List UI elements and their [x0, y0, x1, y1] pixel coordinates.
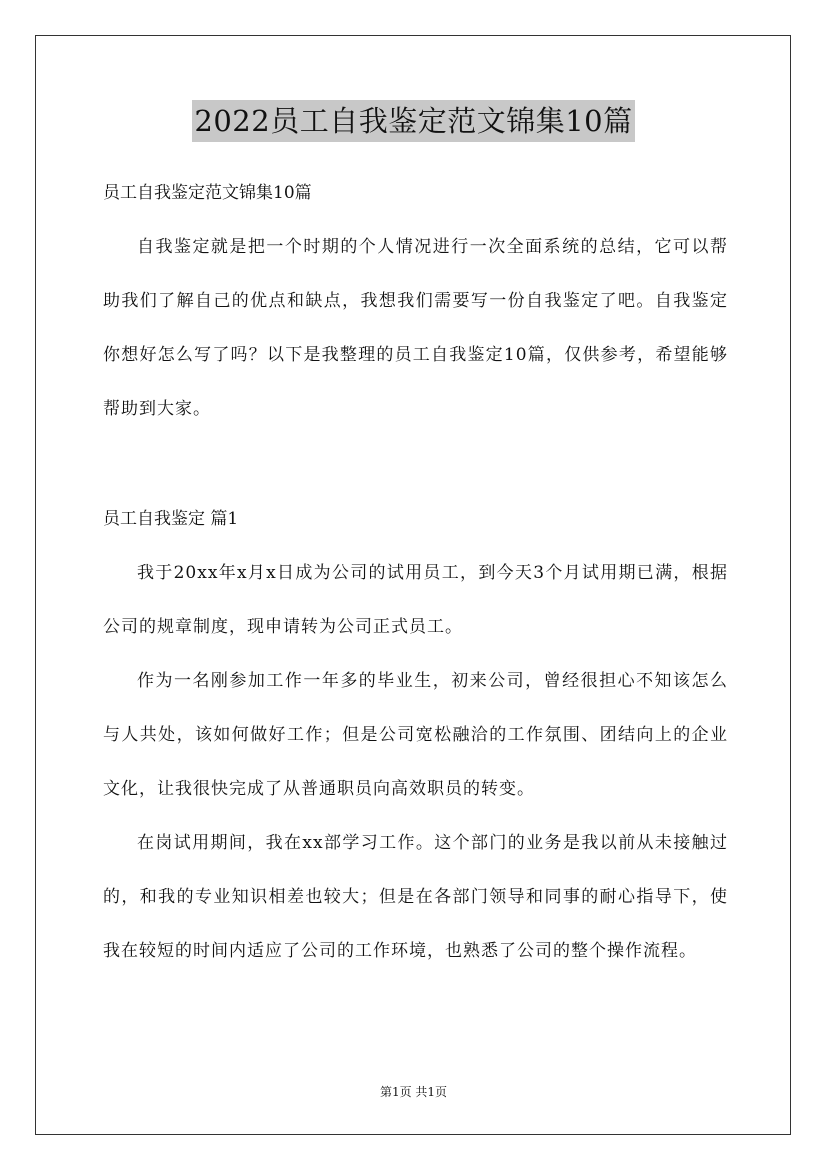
intro-paragraph: 自我鉴定就是把一个时期的个人情况进行一次全面系统的总结，它可以帮助我们了解自己的优点和缺点，我想我们需要写一份自我鉴定了吧。自我鉴定你想好怎么写了吗？以下是我整理的员工自我鉴定10篇，仅供参考，希望能够帮助到大家。	[103, 237, 728, 419]
section-heading: 员工自我鉴定 篇1	[103, 509, 239, 529]
document-subtitle: 员工自我鉴定范文锦集10篇	[103, 183, 312, 203]
body-paragraph: 在岗试用期间，我在xx部学习工作。这个部门的业务是我以前从未接触过的，和我的专业知识相差也较大；但是在各部门领导和同事的耐心指导下，使我在较短的时间内适应了公司的工作环境，也熟悉了公司的整个操作流程。	[103, 833, 728, 961]
title-container	[0, 100, 827, 142]
page-footer: 第1页 共1页	[379, 1085, 448, 1099]
document-title: 2022员工自我鉴定范文锦集10篇	[192, 100, 634, 142]
body-paragraph: 我于20xx年x月x日成为公司的试用员工，到今天3个月试用期已满，根据公司的规章制度，现申请转为公司正式员工。	[103, 563, 728, 637]
body-paragraph: 作为一名刚参加工作一年多的毕业生，初来公司，曾经很担心不知该怎么与人共处，该如何做好工作；但是公司宽松融洽的工作氛围、团结向上的企业文化，让我很快完成了从普通职员向高效职员的转变。	[103, 671, 728, 799]
